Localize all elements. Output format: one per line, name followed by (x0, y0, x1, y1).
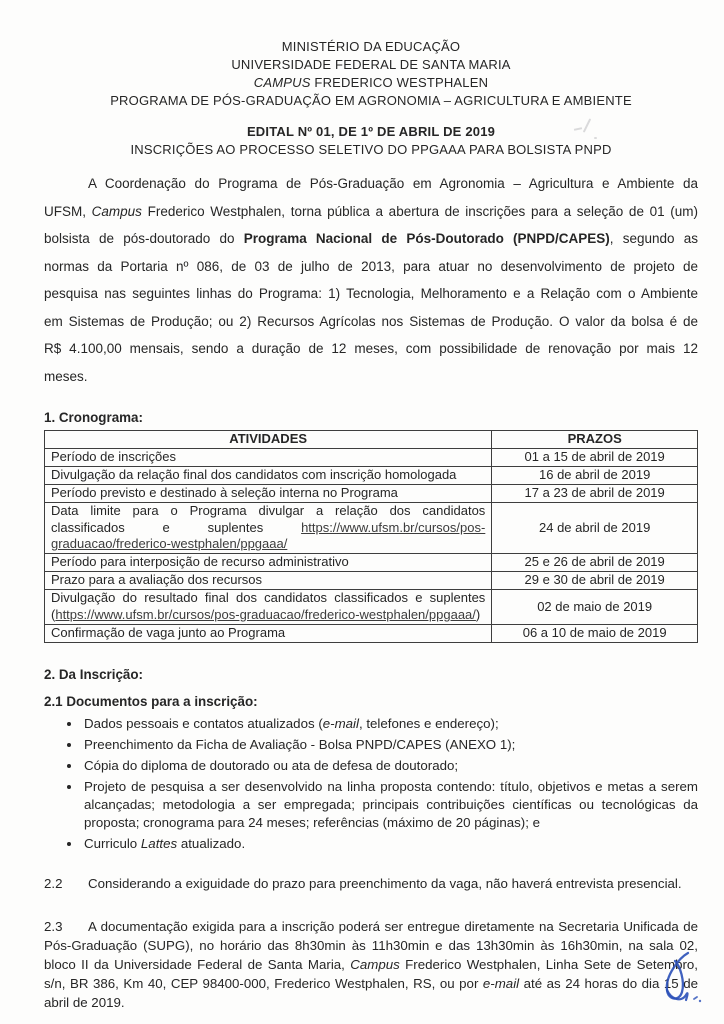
list-item (82, 736, 698, 754)
table-row (45, 484, 698, 502)
table-row (45, 448, 698, 466)
signature-squiggle-icon (638, 946, 708, 1014)
deadline-cell: 02 de maio de 2019 (492, 590, 698, 625)
pencil-mark (594, 137, 597, 139)
item-text: Projeto de pesquisa a ser desenvolvido na linha proposta contendo: título, objetivos e metas a serem alcançadas; metodologia a ser empregada; principais contribuições científicas ou tecnológicas da proposta; cronograma para 24 meses; referências (máximo de 20 páginas); e (84, 778, 698, 830)
campus-italic: CAMPUS (253, 75, 311, 90)
activity-text: Divulgação do resultado final dos candidatos classificados e suplentes (51, 590, 486, 606)
paragraph-2-3 (44, 918, 698, 1012)
paragraph-number: 2.2 (44, 875, 63, 891)
activity-text: Data limite para o Programa divulgar a relação dos candidatos classificados e suplentes (51, 502, 486, 535)
deadline-cell: 24 de abril de 2019 (492, 502, 698, 554)
intro-pnpd-bold: Programa Nacional de Pós-Doutorado (PNPD/CAPES) (243, 231, 610, 246)
item-text: Dados pessoais e contatos atualizados ( (84, 715, 323, 731)
intro-text: Frederico Westphalen, torna pública a abertura de inscrições para a seleção de 01 (um) bolsista de pós-doutorado do (44, 203, 699, 246)
item-italic: Lattes (140, 835, 178, 851)
list-item (82, 778, 698, 832)
intro-text: A Coordenação do Programa de Pós-Graduação em Agronomia – Agricultura e Ambiente da UFSM, (44, 176, 698, 219)
item-text: Preenchimento da Ficha de Avaliação - Bolsa PNPD/CAPES (ANEXO 1); (84, 736, 516, 752)
item-italic: e-mail (322, 715, 359, 731)
activity-cell (45, 502, 492, 554)
table-row (45, 502, 698, 554)
paragraph-text: Frederico Westphalen, Linha Sete de Setembro, s/n, BR 386, Km 40, CEP 98400-000, Frederico Westphalen, RS, ou por (44, 956, 698, 991)
paragraph-number: 2.3 (44, 919, 63, 935)
paragraph-2-2 (44, 874, 698, 895)
activity-cell: Prazo para a avaliação dos recursos (45, 572, 492, 590)
program-line: PROGRAMA DE PÓS-GRADUAÇÃO EM AGRONOMIA – AGRICULTURA E AMBIENTE (110, 93, 632, 108)
deadline-cell: 25 e 26 de abril de 2019 (492, 554, 698, 572)
paragraph-text: Considerando a exiguidade do prazo para preenchimento da vaga, não haverá entrevista presencial. (88, 875, 682, 891)
university-line: UNIVERSIDADE FEDERAL DE SANTA MARIA (231, 57, 511, 72)
paragraph-text: até as 24 horas do dia 15 de abril de 2019. (44, 975, 699, 1010)
list-item (82, 835, 698, 853)
deadline-cell: 17 a 23 de abril de 2019 (492, 484, 698, 502)
document-letterhead (44, 38, 698, 110)
paren-open: ( (51, 607, 56, 623)
intro-paragraph (44, 170, 698, 390)
campus-rest: FREDERICO WESTPHALEN (310, 75, 489, 90)
documents-checklist (44, 715, 698, 853)
edital-number-line: EDITAL Nº 01, DE 1º DE ABRIL DE 2019 (246, 124, 496, 139)
item-text: Curriculo (84, 835, 141, 851)
section-heading-inscricao: 2. Da Inscrição: (44, 666, 143, 682)
item-text: Cópia do diploma de doutorado ou ata de defesa de doutorado; (84, 757, 459, 773)
table-header-row (45, 431, 698, 449)
item-text: atualizado. (177, 835, 246, 851)
table-row (45, 554, 698, 572)
paragraph-email-italic: e-mail (482, 975, 520, 991)
deadline-cell: 01 a 15 de abril de 2019 (492, 448, 698, 466)
ppgaaa-url-link[interactable]: https://www.ufsm.br/cursos/pos-graduacao/frederico-westphalen/ppgaaa/ (51, 519, 486, 552)
table-row (45, 466, 698, 484)
edital-title-block (44, 123, 698, 159)
ppgaaa-url-link[interactable]: https://www.ufsm.br/cursos/pos-graduacao/frederico-westphalen/ppgaaa/ (55, 607, 476, 623)
paragraph-text: A documentação exigida para a inscrição poderá ser entregue diretamente na Secretaria Unificada de Pós-Graduação (SUPG), no horário das 8h30min às 11h30min e das 13h30min às 16h30min, na sala 02, bloco II da Universidade Federal de Santa Maria, (44, 919, 698, 972)
table-row (45, 572, 698, 590)
table-row (45, 590, 698, 625)
section-heading-cronograma: 1. Cronograma: (44, 410, 143, 425)
list-item (82, 715, 698, 733)
intro-campus-italic: Campus (91, 203, 142, 219)
paragraph-campus-italic: Campus (350, 956, 400, 972)
column-header-prazos: PRAZOS (492, 431, 698, 449)
activity-cell: Período de inscrições (45, 448, 492, 466)
activity-cell: Confirmação de vaga junto ao Programa (45, 624, 492, 642)
intro-text: , segundo as normas da Portaria nº 086, de 03 de julho de 2013, para atuar no desenvolvimento de projeto de pesquisa nas seguintes linhas do Programa: 1) Tecnologia, Melhoramento e a Relação com o Ambiente em Sistemas de Produção; ou 2) Recursos Agrícolas nos Sistemas de Produção. O valor da bolsa é de R$ 4.100,00 mensais, sendo a duração de 12 meses, com possibilidade de renovação por mais 12 meses. (44, 231, 699, 384)
ministry-line: MINISTÉRIO DA EDUCAÇÃO (281, 39, 461, 54)
activity-cell (45, 590, 492, 625)
table-row (45, 624, 698, 642)
deadline-cell: 16 de abril de 2019 (492, 466, 698, 484)
deadline-cell: 06 a 10 de maio de 2019 (492, 624, 698, 642)
paren-close: ) (475, 607, 481, 623)
activity-cell: Período previsto e destinado à seleção interna no Programa (45, 484, 492, 502)
column-header-atividades: ATIVIDADES (45, 431, 492, 449)
deadline-cell: 29 e 30 de abril de 2019 (492, 572, 698, 590)
handwritten-signature-mark (638, 946, 708, 1019)
item-text: , telefones e endereço); (358, 715, 499, 731)
cronograma-table (44, 430, 698, 643)
campus-line (44, 74, 698, 92)
activity-cell: Período para interposição de recurso administrativo (45, 554, 492, 572)
activity-cell: Divulgação da relação final dos candidatos com inscrição homologada (45, 466, 492, 484)
subsection-heading-documentos: 2.1 Documentos para a inscrição: (44, 693, 258, 709)
edital-subtitle-line: INSCRIÇÕES AO PROCESSO SELETIVO DO PPGAAA PARA BOLSISTA PNPD (130, 142, 612, 157)
list-item (82, 757, 698, 775)
